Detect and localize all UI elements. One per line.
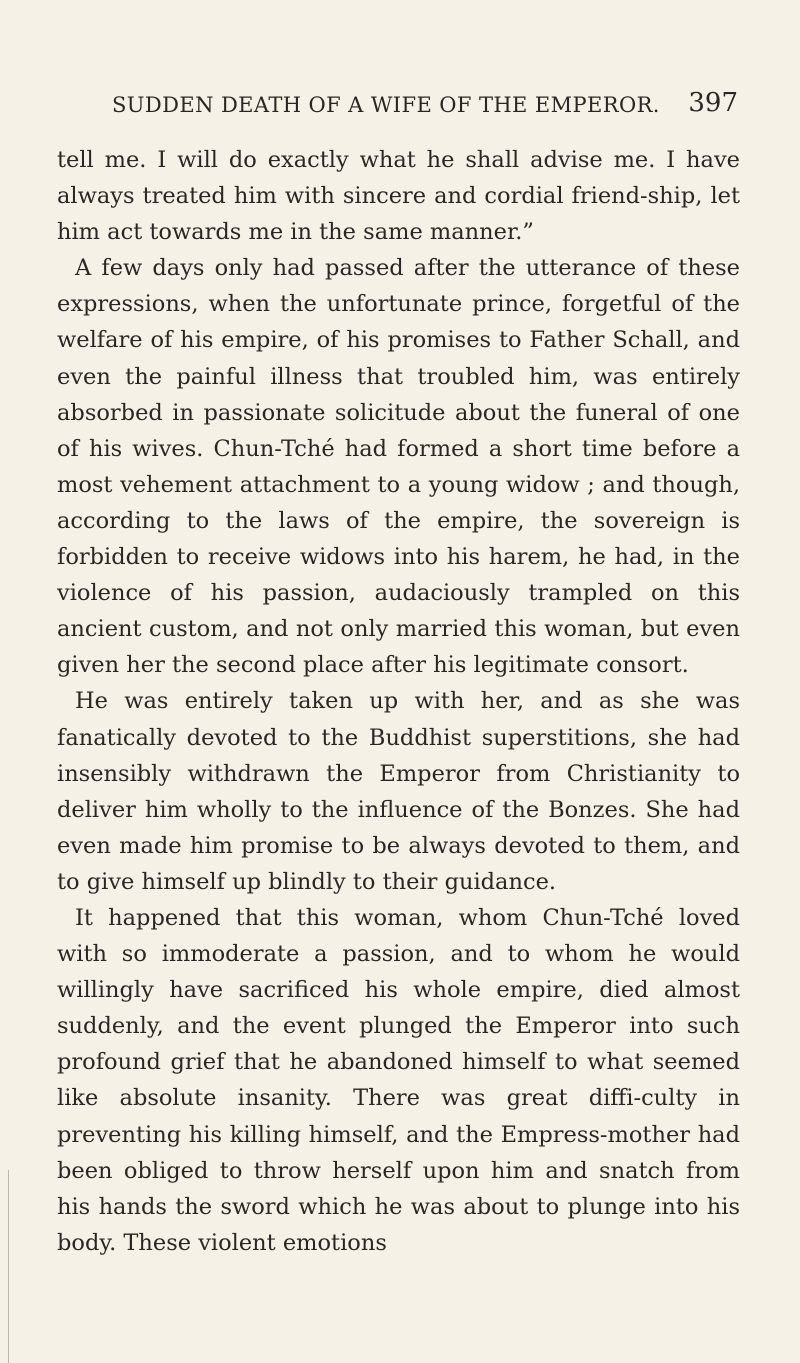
page-number: 397 [688, 88, 738, 118]
paragraph: tell me. I will do exactly what he shall advise me. I have always treated him with sincere and cordial friend-ship, let him act towards me in the same manner.” [57, 147, 740, 246]
page-edge-line [8, 1170, 9, 1363]
body-text [57, 142, 740, 1261]
paragraph: A few days only had passed after the utterance of these expressions, when the unfortunate prince, forgetful of the welfare of his empire, of his promises to Father Schall, and even the painful illness that troubled him, was entirely absorbed in passionate solicitude about the funeral of one of his wives. Chun-Tché had formed a short time before a most vehement attachment to a young widow ; and though, according to the laws of the empire, the sovereign is forbidden to receive widows into his harem, he had, in the violence of his passion, audaciously trampled on this ancient custom, and not only married this woman, but even given her the second place after his legitimate consort. [57, 255, 740, 679]
running-head [57, 78, 740, 118]
running-title: SUDDEN DEATH OF A WIFE OF THE EMPEROR. [112, 93, 660, 117]
paragraph: He was entirely taken up with her, and as she was fanatically devoted to the Buddhist superstitions, she had insensibly withdrawn the Emperor from Christianity to deliver him wholly to the influence of the Bonzes. She had even made him promise to be always devoted to them, and to give himself up blindly to their guidance. [57, 688, 740, 895]
paragraph: It happened that this woman, whom Chun-Tché loved with so immoderate a passion, and to whom he would willingly have sacrificed his whole empire, died almost suddenly, and the event plunged the Emperor into such profound grief that he abandoned himself to what seemed like absolute insanity. There was great diffi-culty in preventing his killing himself, and the Empress-mother had been obliged to throw herself upon him and snatch from his hands the sword which he was about to plunge into his body. These violent emotions [57, 904, 740, 1256]
